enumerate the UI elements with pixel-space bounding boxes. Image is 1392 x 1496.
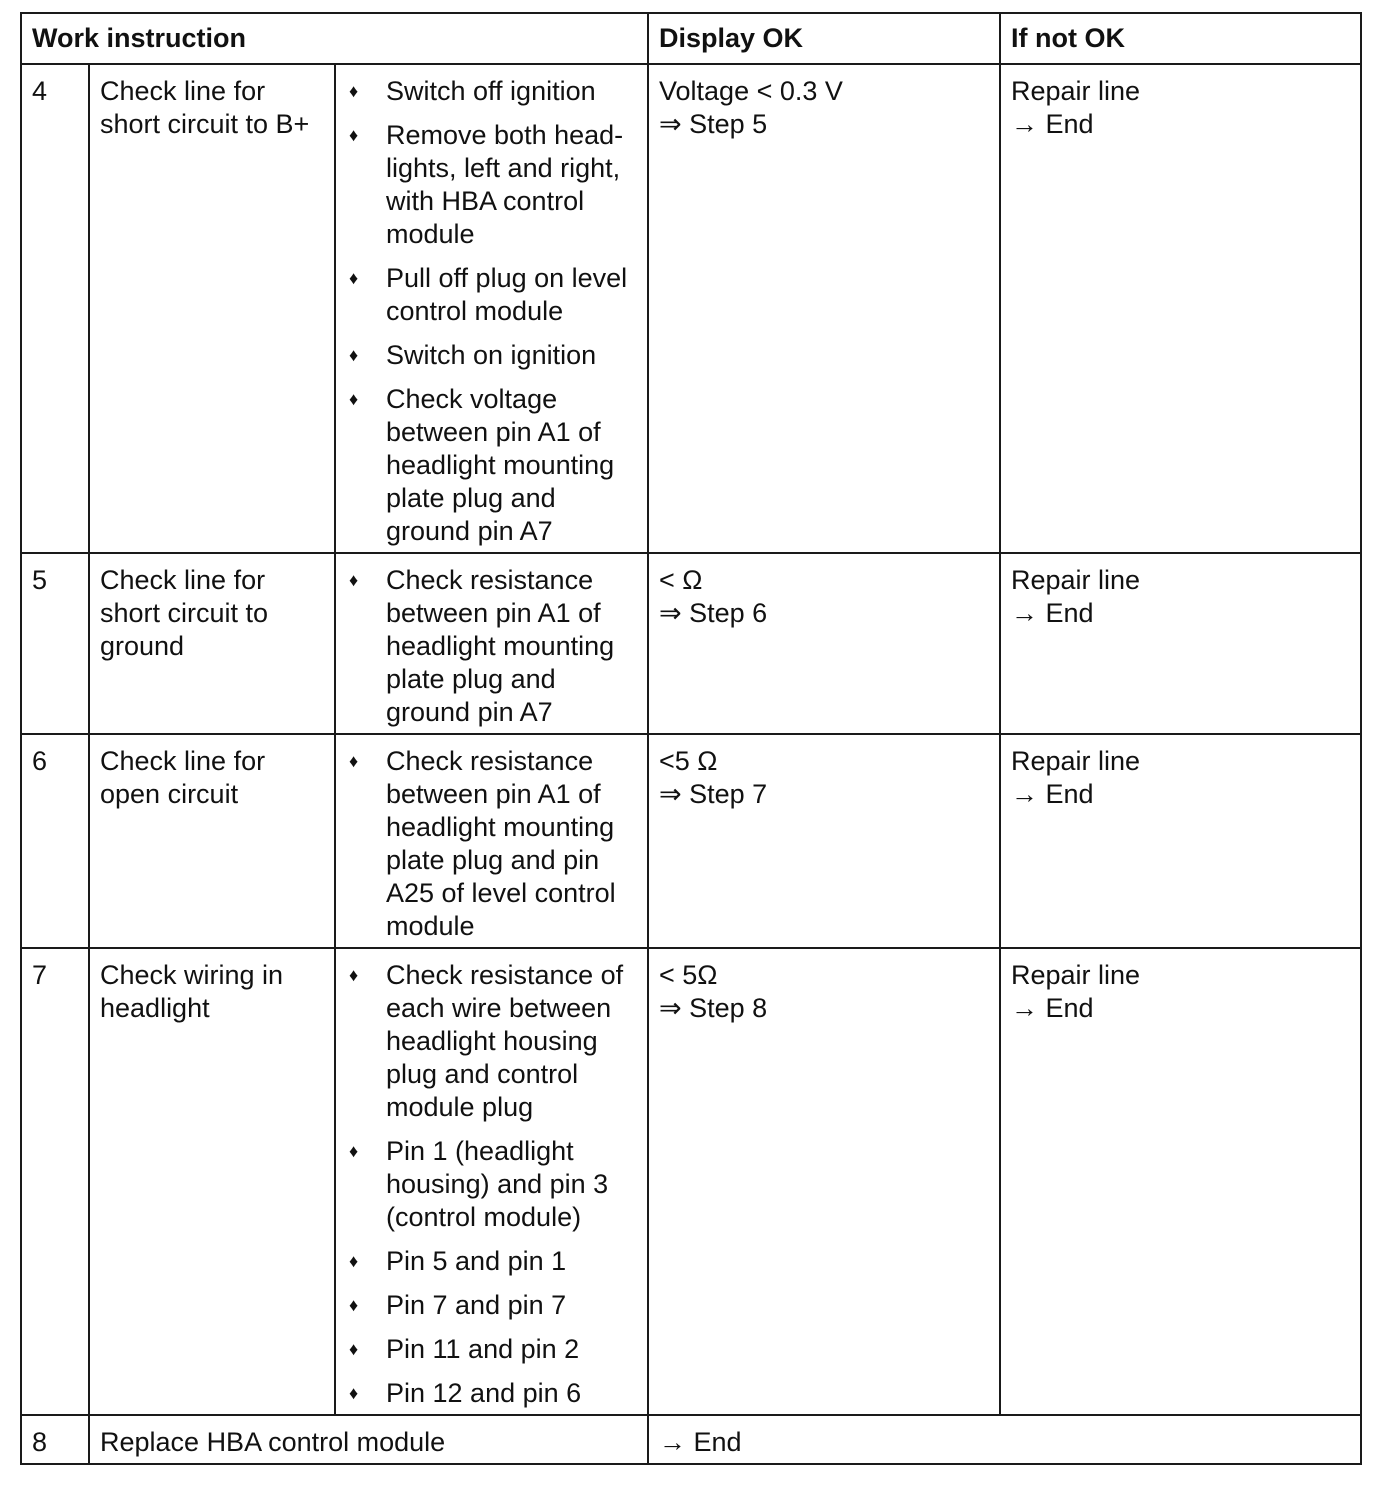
if-not-ok-cell xyxy=(1000,734,1361,948)
diamond-bullet-icon: ♦ xyxy=(349,81,359,101)
action-item xyxy=(346,1333,637,1366)
final-result: → End xyxy=(648,1415,1361,1464)
table-row xyxy=(21,734,1361,948)
header-display-ok: Display OK xyxy=(648,13,1000,64)
diamond-bullet-icon: ♦ xyxy=(349,1383,359,1403)
final-instruction: Replace HBA control module xyxy=(89,1415,648,1464)
display-ok-cell xyxy=(648,553,1000,734)
diamond-bullet-icon: ♦ xyxy=(349,1295,359,1315)
step-number: 8 xyxy=(21,1415,89,1464)
table-row xyxy=(21,948,1361,1415)
next-step: ⇒ Step 7 xyxy=(659,779,768,809)
action-item xyxy=(346,1245,637,1278)
display-ok-cell xyxy=(648,734,1000,948)
remedy-result: → End xyxy=(1011,598,1094,628)
expected-value: < Ω xyxy=(659,565,703,595)
action-list xyxy=(346,959,637,1410)
step-number: 4 xyxy=(21,64,89,553)
step-number: 7 xyxy=(21,948,89,1415)
next-step: ⇒ Step 5 xyxy=(659,109,768,139)
work-instruction-table xyxy=(20,12,1362,1465)
table-row xyxy=(21,64,1361,553)
next-step: ⇒ Step 8 xyxy=(659,993,768,1023)
action-item xyxy=(346,1289,637,1322)
action-list-cell xyxy=(335,948,648,1415)
if-not-ok-cell xyxy=(1000,553,1361,734)
action-item xyxy=(346,339,637,372)
diamond-bullet-icon: ♦ xyxy=(349,965,359,985)
diamond-bullet-icon: ♦ xyxy=(349,268,359,288)
step-number: 6 xyxy=(21,734,89,948)
action-text: Pin 12 and pin 6 xyxy=(386,1378,582,1408)
action-item xyxy=(346,564,637,729)
if-not-ok-cell xyxy=(1000,948,1361,1415)
action-item xyxy=(346,383,637,548)
check-description: Check line for short circuit to ground xyxy=(89,553,335,734)
display-ok-cell xyxy=(648,948,1000,1415)
remedy-action: Repair line xyxy=(1011,76,1141,106)
remedy-result: → End xyxy=(1011,109,1094,139)
action-list-cell xyxy=(335,734,648,948)
check-description: Check wiring in headlight xyxy=(89,948,335,1415)
action-text: Pin 1 (headlight housing) and pin 3 (control module) xyxy=(386,1136,609,1232)
display-ok-cell xyxy=(648,64,1000,553)
action-text: Switch on ignition xyxy=(386,340,597,370)
action-item xyxy=(346,745,637,943)
action-list-cell xyxy=(335,553,648,734)
table-body xyxy=(21,64,1361,1464)
check-description: Check line for open circuit xyxy=(89,734,335,948)
diamond-bullet-icon: ♦ xyxy=(349,1141,359,1161)
action-list xyxy=(346,745,637,943)
action-text: Pin 5 and pin 1 xyxy=(386,1246,567,1276)
action-item xyxy=(346,75,637,108)
action-item xyxy=(346,119,637,251)
action-item xyxy=(346,959,637,1124)
action-item xyxy=(346,1135,637,1234)
diamond-bullet-icon: ♦ xyxy=(349,570,359,590)
action-item xyxy=(346,262,637,328)
step-number: 5 xyxy=(21,553,89,734)
header-row xyxy=(21,13,1361,64)
remedy-action: Repair line xyxy=(1011,746,1141,776)
next-step: ⇒ Step 6 xyxy=(659,598,768,628)
action-text: Pin 11 and pin 2 xyxy=(386,1334,580,1364)
if-not-ok-cell xyxy=(1000,64,1361,553)
action-list xyxy=(346,564,637,729)
action-list xyxy=(346,75,637,548)
diamond-bullet-icon: ♦ xyxy=(349,345,359,365)
remedy-result: → End xyxy=(1011,993,1094,1023)
action-text: Pin 7 and pin 7 xyxy=(386,1290,567,1320)
header-if-not-ok: If not OK xyxy=(1000,13,1361,64)
diamond-bullet-icon: ♦ xyxy=(349,1251,359,1271)
action-item xyxy=(346,1377,637,1410)
diamond-bullet-icon: ♦ xyxy=(349,125,359,145)
remedy-result: → End xyxy=(1011,779,1094,809)
action-text: Switch off ignition xyxy=(386,76,596,106)
expected-value: Voltage < 0.3 V xyxy=(659,76,843,106)
header-work-instruction: Work instruction xyxy=(21,13,648,64)
diamond-bullet-icon: ♦ xyxy=(349,1339,359,1359)
action-text: Remove both headlights, left and right, with HBA control module xyxy=(386,120,624,249)
diamond-bullet-icon: ♦ xyxy=(349,389,359,409)
table-row xyxy=(21,553,1361,734)
action-list-cell xyxy=(335,64,648,553)
action-text: Check resistance between pin A1 of headlight mounting plate plug and ground pin A7 xyxy=(386,565,615,727)
diamond-bullet-icon: ♦ xyxy=(349,751,359,771)
final-row xyxy=(21,1415,1361,1464)
remedy-action: Repair line xyxy=(1011,565,1141,595)
remedy-action: Repair line xyxy=(1011,960,1141,990)
action-text: Pull off plug on level control module xyxy=(386,263,628,326)
expected-value: <5 Ω xyxy=(659,746,718,776)
check-description: Check line for short circuit to B+ xyxy=(89,64,335,553)
expected-value: < 5Ω xyxy=(659,960,718,990)
action-text: Check resistance between pin A1 of headlight mounting plate plug and pin A25 of level control module xyxy=(386,746,616,941)
action-text: Check resistance of each wire between headlight housing plug and control module plug xyxy=(386,960,624,1122)
action-text: Check voltage between pin A1 of headlight mounting plate plug and ground pin A7 xyxy=(386,384,615,546)
